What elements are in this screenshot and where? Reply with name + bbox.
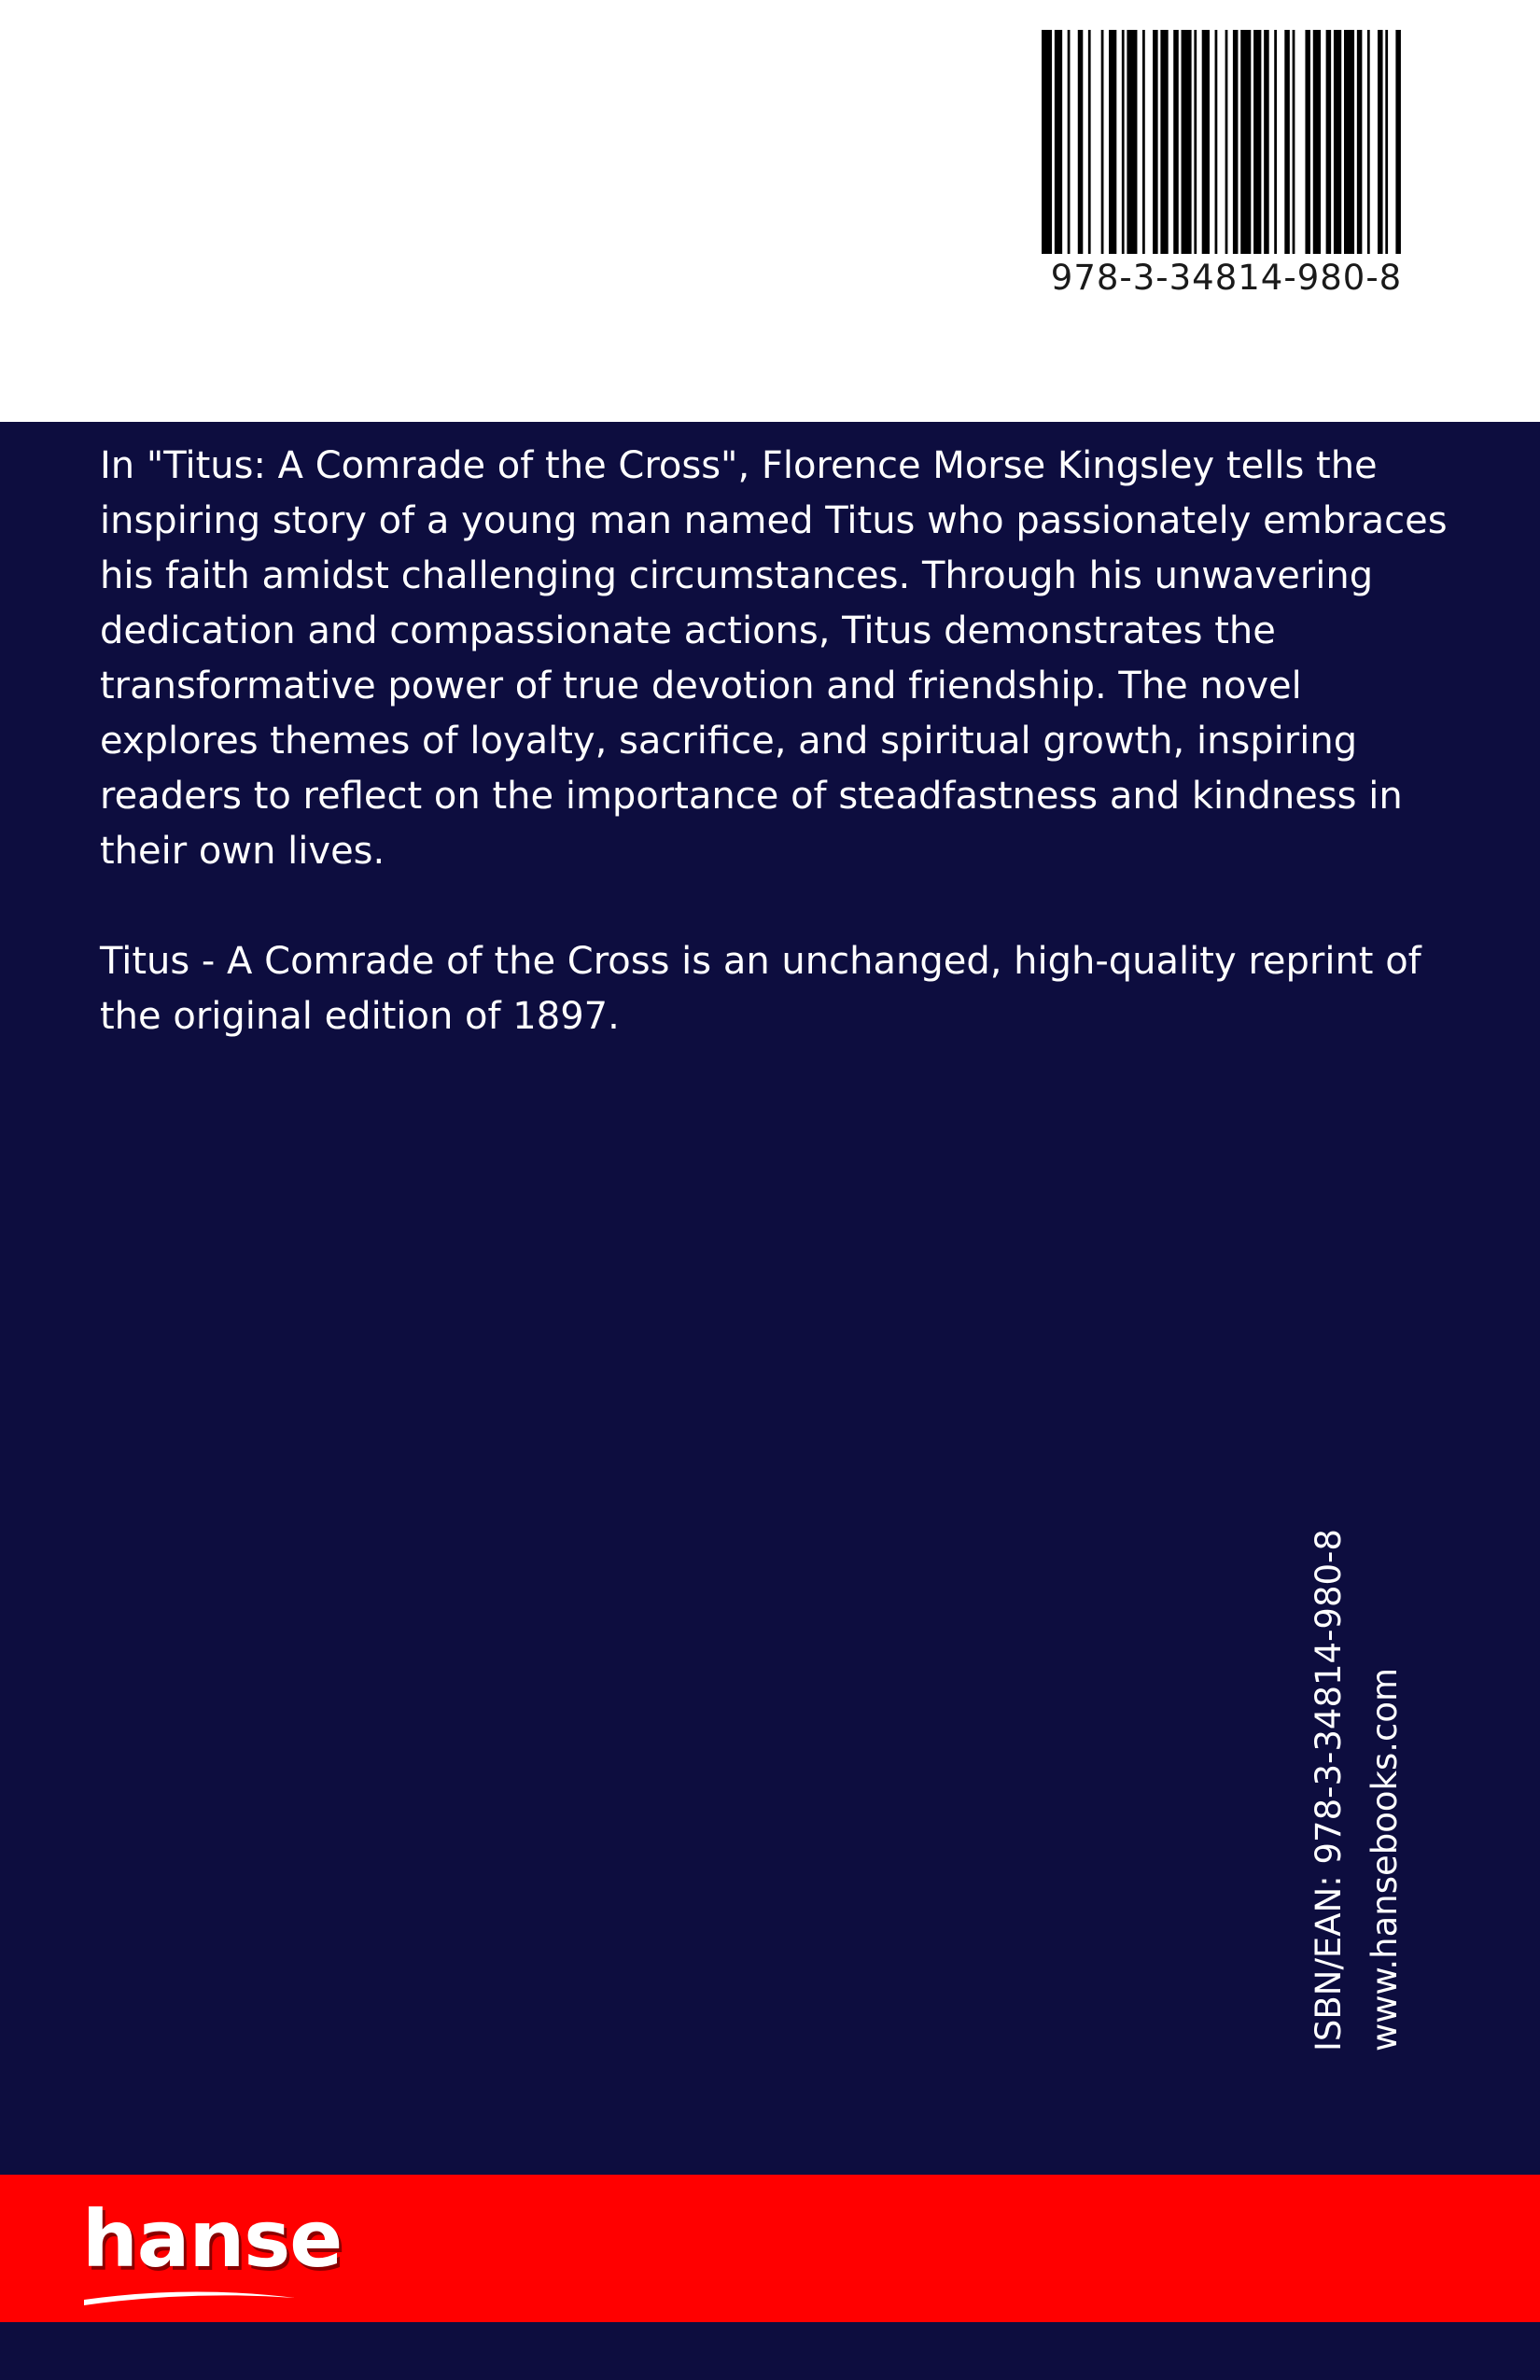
isbn-label: ISBN/EAN: 978-3-34814-980-8 [1309,1529,1349,2051]
barcode-bar [1202,30,1210,254]
barcode-bar [1357,30,1363,254]
barcode-bar [1395,30,1401,254]
bottom-strip [0,2322,1540,2380]
barcode-bar [1068,30,1071,254]
barcode-bar [1078,30,1084,254]
barcode-bar [1253,30,1261,254]
barcode-bar [1367,30,1370,254]
description-paragraph: In "Titus: A Comrade of the Cross", Florence Morse Kingsley tells the inspiring story of a young man named Titus who passionately embraces his faith amidst challenging circumstances. Through his unwavering dedication and compassionate actions, Titus demonstrates the transformative power of true devotion and friendship. The novel explores themes of loyalty, sacrifice, and spiritual growth, inspiring readers to reflect on the importance of steadfastness and kindness in their own lives. [100,444,1448,873]
barcode-bar [1225,30,1228,254]
barcode-bar [1055,30,1062,254]
spine-info [1309,1463,1413,2051]
barcode-bar [1153,30,1158,254]
barcode-number: 978-3-34814-980-8 [1050,258,1403,298]
barcode-bar [1142,30,1145,254]
barcode-bar [1326,30,1332,254]
barcode-bar [1042,30,1052,254]
barcode-bar [1344,30,1354,254]
barcode-bar [1215,30,1218,254]
barcode-bar [1122,30,1125,254]
barcode-bar [1182,30,1192,254]
barcode-bar [1334,30,1341,254]
barcode-bar [1274,30,1277,254]
barcode-bar [1378,30,1383,254]
barcode-bar [1284,30,1290,254]
barcode-bars [1042,30,1411,254]
barcode-bar [1088,30,1091,254]
barcode-bar [1313,30,1321,254]
barcode-bar [1305,30,1310,254]
barcode-bar [1240,30,1251,254]
barcode-bar [1264,30,1269,254]
barcode [1036,30,1417,298]
hanse-logo: hanse [82,2193,343,2285]
edition-note: Titus - A Comrade of the Cross is an unchanged, high-quality reprint of the original edition of 1897. [100,940,1421,1038]
barcode-bar [1385,30,1388,254]
barcode-bar [1160,30,1168,254]
barcode-bar [1233,30,1239,254]
barcode-bar [1127,30,1137,254]
barcode-bar [1173,30,1179,254]
top-white-area [0,0,1540,422]
logo-swoosh-icon [82,2287,297,2307]
book-description [100,439,1463,1044]
publisher-band [0,2175,1540,2322]
barcode-bar [1109,30,1116,254]
barcode-bar [1293,30,1295,254]
website-label: www.hansebooks.com [1365,1667,1405,2051]
barcode-bar [1194,30,1197,254]
spine-info-rotated [1301,1463,1413,2051]
barcode-bar [1101,30,1104,254]
